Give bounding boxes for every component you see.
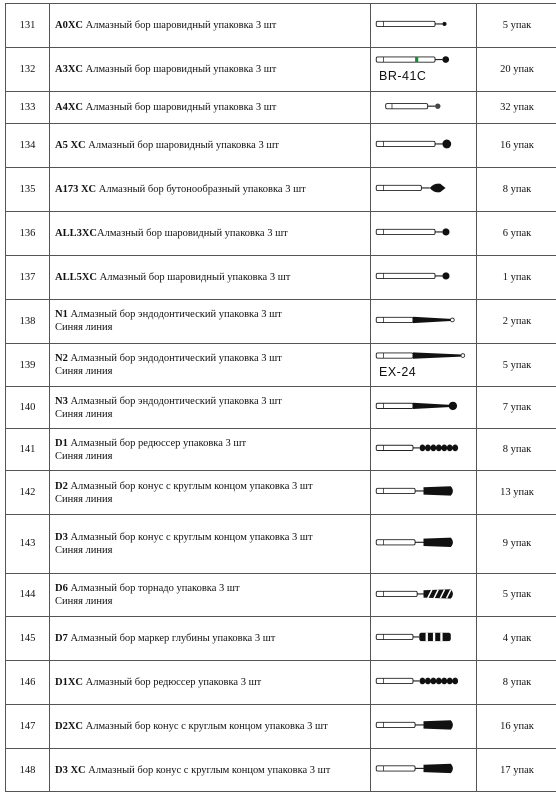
product-code: A3XC <box>55 64 83 75</box>
product-description <box>50 661 371 705</box>
bur-drawing <box>371 705 476 745</box>
product-code: D2 <box>55 481 68 492</box>
quantity: 13 упак <box>477 471 556 515</box>
bur-catalog-table <box>5 3 556 792</box>
product-code: D3 XC <box>55 765 86 776</box>
bur-drawing <box>371 124 476 164</box>
bur-drawing <box>371 661 476 701</box>
product-line: Синяя линия <box>55 595 370 608</box>
quantity: 8 упак <box>477 168 556 212</box>
quantity: 5 упак <box>477 4 556 48</box>
row-number: 134 <box>6 124 50 168</box>
bur-drawing <box>371 300 476 340</box>
bur-drawing <box>371 429 476 467</box>
bur-drawing <box>371 515 476 570</box>
bur-drawing <box>371 574 476 614</box>
table-row <box>6 47 556 91</box>
product-name: Алмазный бор конус с круглым концом упаковка 3 шт <box>68 532 313 543</box>
bur-image-cell <box>371 573 477 617</box>
product-code: A5 XC <box>55 140 86 151</box>
row-number: 136 <box>6 211 50 255</box>
row-number: 140 <box>6 387 50 429</box>
product-code: D6 <box>55 583 68 594</box>
bur-image-cell <box>371 47 477 91</box>
product-code: ALL3XC <box>55 228 97 239</box>
row-number: 139 <box>6 343 50 387</box>
table-row <box>6 343 556 387</box>
table-row <box>6 255 556 299</box>
product-name: Алмазный бор редюссер упаковка 3 шт <box>83 677 261 688</box>
bur-image-cell <box>371 255 477 299</box>
bur-drawing <box>371 471 476 511</box>
quantity: 5 упак <box>477 573 556 617</box>
row-number: 144 <box>6 573 50 617</box>
quantity: 20 упак <box>477 47 556 91</box>
bur-drawing <box>371 749 476 788</box>
quantity: 4 упак <box>477 617 556 661</box>
product-name: Алмазный бор шаровидный упаковка 3 шт <box>97 228 288 239</box>
product-name: Алмазный бор шаровидный упаковка 3 шт <box>83 64 276 75</box>
product-code: A173 XC <box>55 184 96 195</box>
row-number: 146 <box>6 661 50 705</box>
product-description <box>50 387 371 429</box>
row-number: 147 <box>6 705 50 749</box>
table-row <box>6 617 556 661</box>
product-name: Алмазный бор эндодонтический упаковка 3 шт <box>68 396 282 407</box>
product-description <box>50 91 371 123</box>
table-row <box>6 299 556 343</box>
product-code: D1 <box>55 438 68 449</box>
product-name: Алмазный бор эндодонтический упаковка 3 шт <box>68 353 282 364</box>
bur-drawing <box>371 168 476 208</box>
bur-image-cell <box>371 91 477 123</box>
product-code: D1XC <box>55 677 83 688</box>
bur-model-label: EX-24 <box>379 365 416 379</box>
product-code: ALL5XC <box>55 272 97 283</box>
product-line: Синяя линия <box>55 408 370 421</box>
product-description <box>50 47 371 91</box>
bur-image-cell <box>371 168 477 212</box>
product-line: Синяя линия <box>55 321 370 334</box>
row-number: 135 <box>6 168 50 212</box>
table-row <box>6 749 556 792</box>
quantity: 6 упак <box>477 211 556 255</box>
bur-image-cell <box>371 299 477 343</box>
bur-image-cell <box>371 211 477 255</box>
quantity: 16 упак <box>477 124 556 168</box>
bur-image-cell <box>371 471 477 515</box>
row-number: 148 <box>6 749 50 792</box>
row-number: 145 <box>6 617 50 661</box>
product-description <box>50 299 371 343</box>
bur-image-cell <box>371 4 477 48</box>
product-description <box>50 705 371 749</box>
bur-drawing <box>371 256 476 296</box>
product-code: A0XC <box>55 20 83 31</box>
table-row <box>6 91 556 123</box>
product-description <box>50 168 371 212</box>
product-line: Синяя линия <box>55 450 370 463</box>
product-name: Алмазный бор конус с круглым концом упаковка 3 шт <box>86 765 331 776</box>
quantity: 32 упак <box>477 91 556 123</box>
quantity: 1 упак <box>477 255 556 299</box>
table-body <box>6 4 556 792</box>
product-description <box>50 211 371 255</box>
table-row <box>6 211 556 255</box>
bur-image-cell <box>371 387 477 429</box>
quantity: 2 упак <box>477 299 556 343</box>
product-code: N1 <box>55 309 68 320</box>
product-description <box>50 255 371 299</box>
row-number: 138 <box>6 299 50 343</box>
product-name: Алмазный бор редюссер упаковка 3 шт <box>68 438 246 449</box>
product-name: Алмазный бор маркер глубины упаковка 3 шт <box>68 633 276 644</box>
quantity: 17 упак <box>477 749 556 792</box>
product-description <box>50 124 371 168</box>
product-description <box>50 4 371 48</box>
bur-drawing <box>371 92 476 120</box>
quantity: 8 упак <box>477 661 556 705</box>
bur-image-cell <box>371 124 477 168</box>
bur-drawing <box>371 387 476 425</box>
row-number: 141 <box>6 429 50 471</box>
row-number: 143 <box>6 514 50 573</box>
table-row <box>6 168 556 212</box>
row-number: 137 <box>6 255 50 299</box>
product-name: Алмазный бор торнадо упаковка 3 шт <box>68 583 240 594</box>
bur-drawing <box>371 4 476 44</box>
product-line: Синяя линия <box>55 365 370 378</box>
product-code: N3 <box>55 396 68 407</box>
product-name: Алмазный бор конус с круглым концом упаковка 3 шт <box>83 721 328 732</box>
product-description <box>50 573 371 617</box>
bur-image-cell <box>371 429 477 471</box>
product-description <box>50 514 371 573</box>
product-code: D7 <box>55 633 68 644</box>
table-row <box>6 4 556 48</box>
product-code: D2XC <box>55 721 83 732</box>
table-row <box>6 514 556 573</box>
quantity: 9 упак <box>477 514 556 573</box>
quantity: 8 упак <box>477 429 556 471</box>
bur-image-cell <box>371 514 477 573</box>
table-row <box>6 573 556 617</box>
bur-image-cell <box>371 749 477 792</box>
row-number: 133 <box>6 91 50 123</box>
bur-image-cell <box>371 705 477 749</box>
product-description <box>50 343 371 387</box>
product-code: D3 <box>55 532 68 543</box>
quantity: 16 упак <box>477 705 556 749</box>
product-name: Алмазный бор шаровидный упаковка 3 шт <box>86 140 279 151</box>
table-row <box>6 124 556 168</box>
product-description <box>50 749 371 792</box>
product-line: Синяя линия <box>55 544 370 557</box>
bur-image-cell <box>371 343 477 387</box>
row-number: 142 <box>6 471 50 515</box>
product-description <box>50 471 371 515</box>
product-name: Алмазный бор шаровидный упаковка 3 шт <box>83 20 276 31</box>
table-row <box>6 661 556 705</box>
quantity: 7 упак <box>477 387 556 429</box>
table-row <box>6 471 556 515</box>
row-number: 132 <box>6 47 50 91</box>
product-name: Алмазный бор шаровидный упаковка 3 шт <box>97 272 290 283</box>
quantity: 5 упак <box>477 343 556 387</box>
product-code: N2 <box>55 353 68 364</box>
product-code: A4XC <box>55 102 83 113</box>
product-name: Алмазный бор конус с круглым концом упаковка 3 шт <box>68 481 313 492</box>
bur-image-cell <box>371 617 477 661</box>
row-number: 131 <box>6 4 50 48</box>
table-row <box>6 429 556 471</box>
product-description <box>50 617 371 661</box>
bur-drawing <box>371 617 476 657</box>
bur-model-label: BR-41C <box>379 69 426 83</box>
bur-drawing <box>371 212 476 252</box>
product-name: Алмазный бор эндодонтический упаковка 3 шт <box>68 309 282 320</box>
product-name: Алмазный бор бутонообразный упаковка 3 шт <box>96 184 306 195</box>
product-line: Синяя линия <box>55 493 370 506</box>
bur-image-cell <box>371 661 477 705</box>
table-row <box>6 705 556 749</box>
product-description <box>50 429 371 471</box>
product-name: Алмазный бор шаровидный упаковка 3 шт <box>83 102 276 113</box>
table-row <box>6 387 556 429</box>
